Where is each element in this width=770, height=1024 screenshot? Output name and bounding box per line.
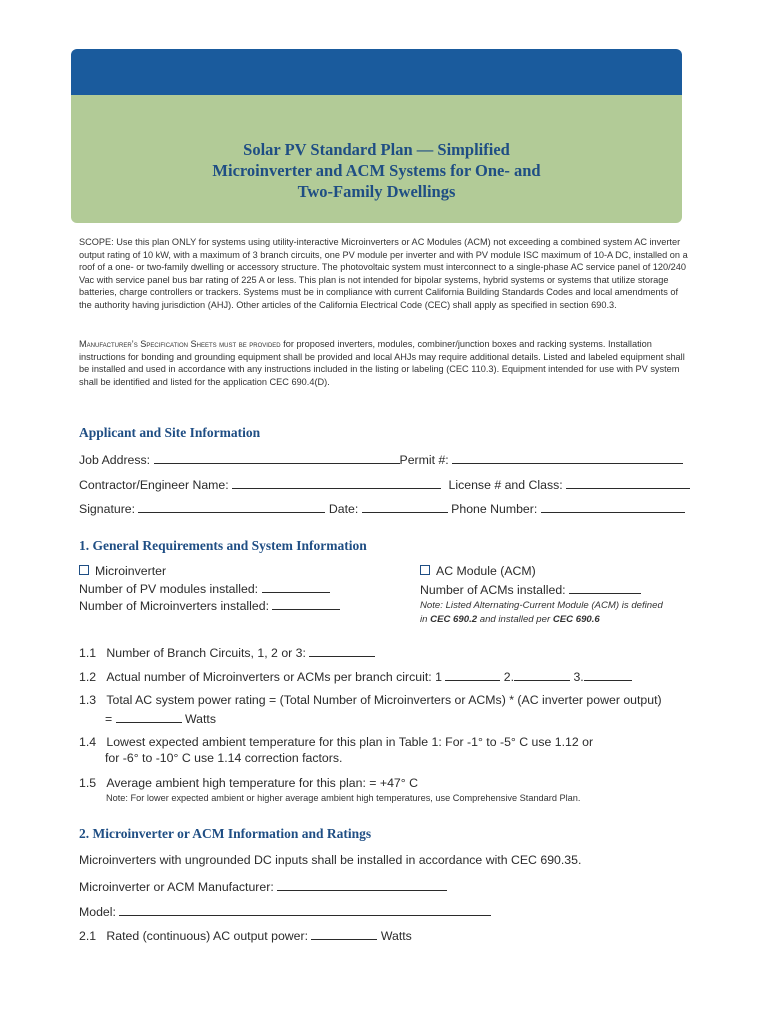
rated-power-field[interactable]	[311, 927, 377, 940]
branch-2-label: 2.	[503, 670, 515, 684]
scope-paragraph: SCOPE: Use this plan ONLY for systems using utility-interactive Microinverters or AC Modules (ACM) not exceeding a combined system AC inverter output rating of 10 kW, with a maximum of 3 branch circuits, one PV module per inverter and with PV module ISC maximum of 10-A DC, installed on a roof of a one- or two-family dwelling or accessory structure. The photovoltaic system must interconnect to a single-phase AC service panel of 120/240 Vac with service panel bus bar rating of 225 A or less. This plan is not intended for bipolar systems, hybrid systems or systems that utilize storage batteries, charge controllers or trackers. Systems must be in compliance with current California Building Standards Codes and local amendments of the authority having jurisdiction (AHJ). Other articles of the California Electrical Code (CEC) shall apply as specified in section 690.3.	[79, 237, 688, 310]
phone-field[interactable]	[541, 500, 685, 513]
contractor-row	[79, 476, 690, 492]
acm-note	[420, 599, 663, 627]
page-title: Solar PV Standard Plan — Simplified Microinverter and ACM Systems for One- and Two-Family Dwellings	[212, 139, 541, 201]
manufacturer-label: Microinverter or ACM Manufacturer:	[79, 880, 274, 894]
item-2-1	[79, 927, 412, 943]
item-text: Actual number of Microinverters or ACMs per branch circuit: 1	[106, 670, 442, 684]
item-text: Lowest expected ambient temperature for this plan in Table 1: For -1° to -5° C use 1.12 or	[106, 735, 594, 749]
item-number: 1.2	[79, 670, 97, 684]
pv-modules-label: Number of PV modules installed:	[79, 582, 259, 596]
item-text: Total AC system power rating = (Total Number of Microinverters or ACMs) * (AC inverter power output)	[106, 693, 662, 707]
signature-row	[79, 500, 685, 516]
total-power-field[interactable]	[116, 710, 182, 723]
item-1-4-line2: for -6° to -10° C use 1.14 correction factors.	[105, 751, 343, 765]
manufacturer-row	[79, 878, 447, 894]
item-1-3	[79, 693, 662, 707]
item-number: 1.1	[79, 646, 97, 660]
acm-count-label: Number of ACMs installed:	[420, 583, 566, 597]
branch-3-label: 3.	[573, 670, 584, 684]
item-1-5	[79, 776, 418, 790]
header-band	[71, 49, 682, 95]
item-number: 1.5	[79, 776, 97, 790]
manufacturer-text: for proposed inverters, modules, combiner/junction boxes and racking systems. Installation instructions for bonding and grounding equipment shall be provided and local AHJs may require additional details. Listed and labeled equipment shall be installed and used in accordance with any instructions included in the listing or labeling (CEC 110.3). Equipment intended for use with PV system shall be identified and listed for the application CEC 690.4(D).	[79, 339, 685, 387]
item-1-3-result	[105, 710, 216, 726]
micro-intro: Microinverters with ungrounded DC inputs shall be installed in accordance with CEC 690.35.	[79, 853, 582, 867]
manufacturer-field[interactable]	[277, 878, 447, 891]
job-address-field[interactable]	[154, 451, 400, 464]
pv-modules-row	[79, 580, 330, 596]
date-label: Date:	[328, 502, 359, 516]
model-field[interactable]	[119, 903, 491, 916]
signature-field[interactable]	[138, 500, 325, 513]
unit-label: Watts	[380, 929, 412, 943]
item-text: Average ambient high temperature for this plan: = +47° C	[106, 776, 418, 790]
acm-count-field[interactable]	[569, 581, 641, 594]
item-1-2	[79, 668, 632, 684]
acm-note-line2: in CEC 690.2 and installed per CEC 690.6	[420, 614, 600, 625]
permit-label: Permit #:	[399, 453, 449, 467]
acm-note-line1: Note: Listed Alternating-Current Module (ACM) is defined	[420, 600, 663, 611]
equals-sign: =	[105, 712, 113, 726]
item-1-1	[79, 644, 375, 660]
acm-option[interactable]	[420, 564, 536, 578]
item-number: 1.4	[79, 735, 97, 749]
job-address-label: Job Address:	[79, 453, 151, 467]
acm-count-row	[420, 581, 641, 597]
pv-modules-field[interactable]	[262, 580, 330, 593]
microinverters-label: Number of Microinverters installed:	[79, 599, 269, 613]
model-row	[79, 903, 491, 919]
contractor-label: Contractor/Engineer Name:	[79, 478, 229, 492]
microinverter-option[interactable]	[79, 564, 166, 578]
microinverter-label: Microinverter	[95, 564, 167, 578]
branch-2-field[interactable]	[514, 668, 570, 681]
manufacturer-paragraph	[79, 338, 691, 388]
branch-3-field[interactable]	[584, 668, 632, 681]
item-1-5-note: Note: For lower expected ambient or higher average ambient high temperatures, use Comprehensive Standard Plan.	[106, 793, 581, 803]
general-heading: 1. General Requirements and System Information	[79, 538, 367, 553]
micro-heading: 2. Microinverter or ACM Information and Ratings	[79, 826, 372, 841]
header-title-box	[71, 95, 682, 223]
manufacturer-lead: Manufacturer’s Specification Sheets must be provided	[79, 339, 281, 349]
branch-circuits-field[interactable]	[309, 644, 375, 657]
signature-label: Signature:	[79, 502, 136, 516]
permit-field[interactable]	[452, 451, 683, 464]
microinverters-row	[79, 597, 340, 613]
model-label: Model:	[79, 905, 116, 919]
branch-1-field[interactable]	[445, 668, 500, 681]
unit-label: Watts	[185, 712, 217, 726]
item-text: Number of Branch Circuits, 1, 2 or 3:	[106, 646, 306, 660]
date-field[interactable]	[362, 500, 448, 513]
item-number: 1.3	[79, 693, 97, 707]
microinverter-checkbox[interactable]	[79, 565, 89, 575]
phone-label: Phone Number:	[451, 502, 538, 516]
contractor-field[interactable]	[232, 476, 441, 489]
item-number: 2.1	[79, 929, 97, 943]
acm-label: AC Module (ACM)	[436, 564, 536, 578]
acm-checkbox[interactable]	[420, 565, 430, 575]
job-address-row	[79, 451, 683, 467]
item-text: Rated (continuous) AC output power:	[106, 929, 309, 943]
license-label: License # and Class:	[448, 478, 563, 492]
item-1-4	[79, 735, 593, 749]
applicant-heading: Applicant and Site Information	[79, 425, 261, 440]
license-field[interactable]	[566, 476, 690, 489]
microinverters-field[interactable]	[272, 597, 340, 610]
